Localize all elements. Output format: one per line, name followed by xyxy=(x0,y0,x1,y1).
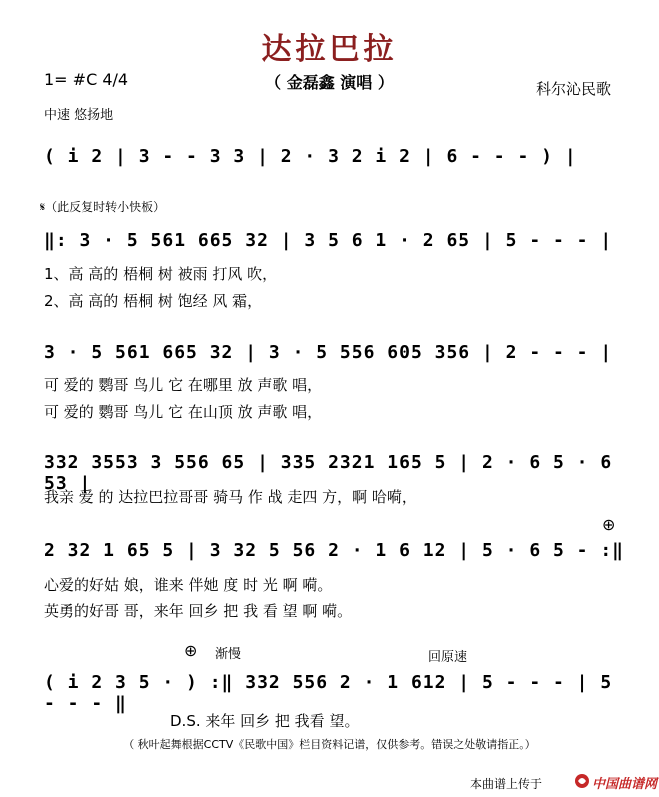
coda-notation: ( i 2 3 5 · ) :‖ 332 556 2 · 1 612 | 5 - - - | 5 - - - ‖ xyxy=(44,672,613,714)
key-signature: 1= #C 4/4 xyxy=(44,70,129,89)
lyric-line-4b: 英勇的好哥 哥，来年 回乡 把 我 看 望 啊 嗬。 xyxy=(44,602,353,620)
lyric-line-2b: 可 爱的 鹦哥 鸟儿 它 在山顶 放 声歌 唱， xyxy=(44,403,323,421)
page-title: 达拉巴拉 xyxy=(261,32,398,67)
singer-credit: （ 金磊鑫 演唱 ） xyxy=(265,73,394,92)
song-source: 科尔沁民歌 xyxy=(535,80,611,98)
footnote: （ 秋叶起舞根据CCTV《民歌中国》栏目资料记谱，仅供参考。错误之处敬请指正。） xyxy=(123,738,536,751)
coda-sign-bottom: ⊕ xyxy=(184,641,198,660)
site-logo-icon xyxy=(574,773,590,789)
coda-sign-top: ⊕ xyxy=(602,515,616,534)
lyric-line-3: 我亲 爱 的 达拉巴拉哥哥 骑马 作 战 走四 方，啊 哈嗬， xyxy=(44,488,417,506)
repeat-note: 𝄋（此反复时转小快板） xyxy=(40,200,166,214)
site-watermark[interactable]: 中国曲谱网 xyxy=(592,777,658,792)
notation-line-4: 2 32 1 65 5 | 3 32 5 56 2 · 1 6 12 | 5 · 6 5 - :‖ xyxy=(44,540,625,561)
slow-marking: 渐慢 xyxy=(215,647,242,662)
tempo-marking: 中速 悠扬地 xyxy=(44,108,114,123)
notation-line-2: 3 · 5 561 665 32 | 3 · 5 556 605 356 | 2 - - - | xyxy=(44,342,613,363)
notation-line-1: ‖: 3 · 5 561 665 32 | 3 5 6 1 · 2 65 | 5 - - - | xyxy=(44,230,613,251)
intro-notation: ( i 2 | 3 - - 3 3 | 2 · 3 2 i 2 | 6 - - - ) | xyxy=(44,146,577,167)
tempo-back-marking: 回原速 xyxy=(428,650,468,665)
lyric-line-1a: 1、高 高的 梧桐 树 被雨 打风 吹， xyxy=(44,265,278,283)
coda-lyric: D.S. 来年 回乡 把 我看 望。 xyxy=(170,712,360,730)
lyric-line-4a: 心爱的好姑 娘，谁来 伴她 度 时 光 啊 嗬。 xyxy=(44,576,333,594)
lyric-line-2a: 可 爱的 鹦哥 鸟儿 它 在哪里 放 声歌 唱， xyxy=(44,376,323,394)
notation-line-3: 332 3553 3 556 65 | 335 2321 165 5 | 2 · 6 5 · 6 53 | xyxy=(44,452,613,494)
upload-text: 本曲谱上传于 xyxy=(470,777,543,791)
lyric-line-1b: 2、高 高的 梧桐 树 饱经 风 霜， xyxy=(44,292,263,310)
